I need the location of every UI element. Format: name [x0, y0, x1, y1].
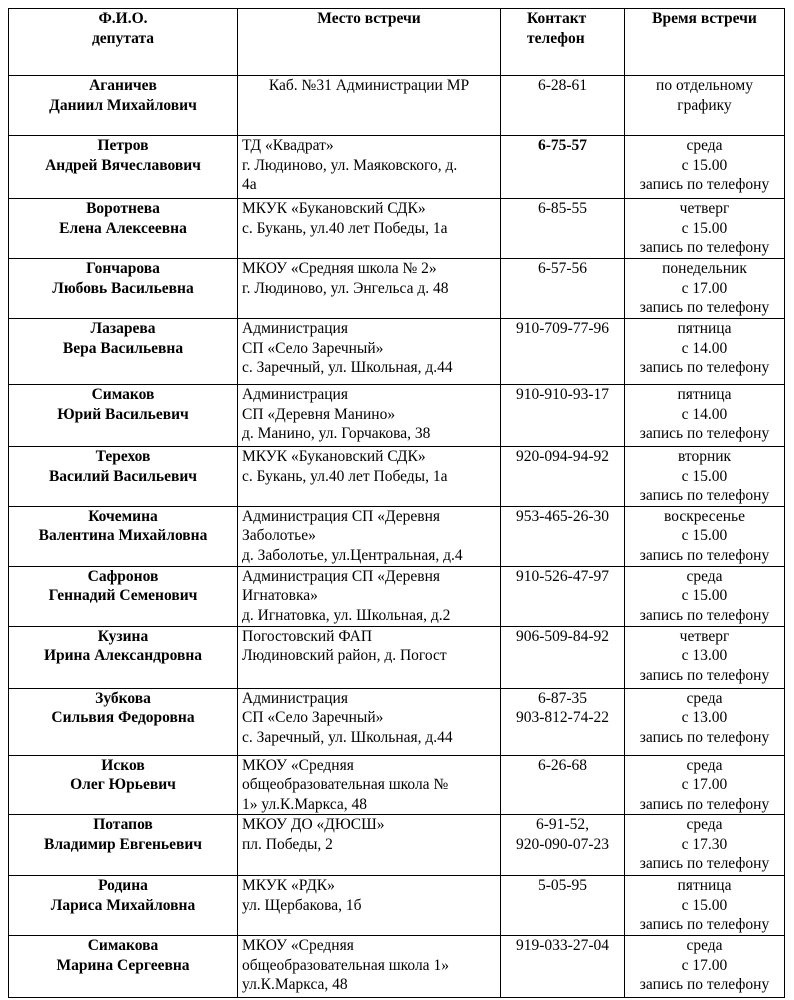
meeting-time-cell [625, 876, 785, 936]
table-row [9, 688, 785, 755]
deputy-name-cell [9, 385, 238, 447]
table-row [9, 566, 785, 626]
header-time [625, 9, 785, 76]
meeting-time-line: с 17.00 [681, 279, 728, 297]
contact-phone-cell [501, 136, 625, 199]
meeting-time-line: запись по телефону [639, 425, 770, 442]
table-row [9, 319, 785, 385]
meeting-time-cell [625, 447, 785, 507]
meeting-time-cell [625, 815, 785, 876]
meeting-time-line: среда [686, 937, 723, 954]
deputy-name-line: Геннадий Семенович [48, 587, 198, 604]
table-header-row [9, 9, 785, 76]
meeting-place-line: Людиновский район, д. Погост [242, 647, 447, 664]
meeting-place-cell [238, 447, 501, 507]
meeting-time-line: запись по телефону [639, 299, 770, 316]
meeting-time-line: с 15.00 [681, 156, 728, 174]
contact-phone-line: 920-090-07-23 [516, 835, 609, 853]
deputy-name-line: Терехов [95, 448, 151, 465]
contact-phone-line: 6-26-68 [537, 756, 588, 774]
contact-phone-line: 920-094-94-92 [516, 448, 609, 465]
deputy-name-line: Даниил Михайлович [49, 96, 197, 114]
contact-phone-line: 6-75-57 [537, 137, 588, 154]
contact-phone-line: 919-033-27-04 [516, 937, 609, 954]
meeting-time-cell [625, 688, 785, 755]
table-row [9, 936, 785, 998]
contact-phone-cell [501, 447, 625, 507]
meeting-place-line: г. Людиново, ул. Энгельса д. 48 [242, 279, 449, 297]
deputy-name-line: Аганичев [89, 77, 157, 94]
contact-phone-line: 6-87-35 [537, 689, 588, 707]
meeting-time-line: по отдельному [656, 77, 753, 94]
meeting-time-line: с 15.00 [681, 587, 728, 604]
header-phone-line: телефон [527, 29, 585, 47]
meeting-time-line: запись по телефону [639, 546, 770, 564]
deputy-name-line: Кузина [97, 627, 149, 645]
meeting-place-cell [238, 688, 501, 755]
contact-phone-cell [501, 688, 625, 755]
meeting-time-cell [625, 136, 785, 199]
contact-phone-line: 5-05-95 [537, 877, 588, 894]
table-row [9, 755, 785, 815]
deputy-name-line: Ирина Александровна [43, 647, 203, 664]
meeting-time-line: четверг [679, 200, 730, 217]
meeting-time-line: с 13.00 [681, 709, 728, 726]
deputy-name-line: Марина Сергеевна [56, 956, 190, 974]
deputy-name-line: Потапов [93, 816, 153, 833]
deputy-name-line: Гончарова [86, 260, 160, 277]
meeting-place-line: г. Людиново, ул. Маяковского, д. [242, 156, 458, 174]
contact-phone-cell [501, 506, 625, 566]
meeting-time-line: с 14.00 [681, 405, 728, 423]
meeting-place-line: ул.К.Маркса, 48 [242, 976, 348, 993]
meeting-place-cell [238, 136, 501, 199]
meeting-time-line: запись по телефону [639, 795, 770, 813]
deputy-name-cell [9, 136, 238, 199]
deputy-name-line: Владимир Евгеньевич [43, 835, 202, 853]
table-row [9, 506, 785, 566]
meeting-time-cell [625, 626, 785, 688]
meeting-place-cell [238, 815, 501, 876]
table-row [9, 199, 785, 259]
meeting-place-line: д. Игнатовка, ул. Школьная, д.2 [242, 606, 451, 624]
deputy-name-cell [9, 876, 238, 936]
meeting-place-line: д. Манино, ул. Горчакова, 38 [242, 425, 431, 442]
meeting-place-line: МКОУ «Средняя школа № 2» [242, 260, 437, 277]
meeting-place-line: СП «Село Заречный» [242, 709, 384, 726]
meeting-time-line: с 17.30 [681, 835, 728, 853]
contact-phone-cell [501, 755, 625, 815]
table-row [9, 259, 785, 319]
deputy-name-cell [9, 199, 238, 259]
meeting-place-line: СП «Деревня Манино» [242, 405, 396, 423]
meeting-place-line: Администрация [242, 689, 348, 707]
contact-phone-line: 6-28-61 [537, 77, 588, 94]
deputy-name-line: Юрий Васильевич [57, 405, 189, 423]
meeting-time-cell [625, 506, 785, 566]
meeting-time-line: с 15.00 [681, 467, 728, 485]
meeting-time-line: среда [686, 756, 723, 774]
table-row [9, 76, 785, 136]
deputy-name-line: Андрей Вячеславович [45, 156, 201, 174]
meeting-place-cell [238, 755, 501, 815]
meeting-time-line: четверг [679, 627, 730, 645]
meeting-place-cell [238, 876, 501, 936]
deputy-name-line: Лазарева [90, 320, 156, 337]
meeting-place-cell [238, 626, 501, 688]
deputies-schedule-table [8, 8, 785, 998]
meeting-place-line: МКОУ «Средняя [242, 756, 354, 774]
deputy-name-cell [9, 936, 238, 998]
meeting-place-line: Каб. №31 Администрации МР [268, 77, 470, 94]
contact-phone-cell [501, 259, 625, 319]
deputy-name-line: Вера Васильевна [62, 339, 184, 357]
meeting-time-line: пятница [677, 386, 732, 403]
deputy-name-line: Воротнева [86, 200, 160, 217]
header-phone [501, 9, 625, 76]
deputy-name-line: Кочемина [88, 507, 158, 525]
meeting-place-line: общеобразовательная школа 1» [242, 956, 449, 974]
header-name-line: депутата [91, 29, 155, 47]
meeting-place-line: Игнатовка» [242, 587, 318, 604]
contact-phone-line: 906-509-84-92 [516, 627, 609, 645]
meeting-time-line: запись по телефону [639, 176, 770, 193]
table-row [9, 626, 785, 688]
meeting-time-line: с 17.00 [681, 776, 728, 793]
meeting-time-line: пятница [677, 877, 732, 894]
deputy-name-line: Валентина Михайловна [38, 527, 208, 544]
meeting-time-cell [625, 319, 785, 385]
table-row [9, 385, 785, 447]
meeting-place-line: МКОУ «Средняя [242, 937, 354, 954]
meeting-time-line: воскресенье [664, 507, 745, 525]
meeting-place-line: 4а [242, 176, 257, 193]
meeting-place-line: Администрация СП «Деревня [242, 507, 441, 525]
header-time-line: Время встречи [652, 10, 757, 27]
contact-phone-cell [501, 319, 625, 385]
meeting-place-cell [238, 566, 501, 626]
meeting-time-cell [625, 936, 785, 998]
table-body [9, 76, 785, 998]
meeting-time-cell [625, 76, 785, 136]
meeting-time-line: среда [686, 689, 723, 707]
meeting-place-cell [238, 506, 501, 566]
deputy-name-line: Сильвия Федоровна [51, 709, 195, 726]
meeting-place-line: Погостовский ФАП [242, 627, 373, 645]
table-row [9, 815, 785, 876]
meeting-place-cell [238, 259, 501, 319]
header-place-line: Место встречи [317, 10, 421, 27]
table-row [9, 876, 785, 936]
deputy-name-cell [9, 688, 238, 755]
deputy-name-line: Сафронов [87, 567, 159, 585]
contact-phone-cell [501, 626, 625, 688]
contact-phone-line: 953-465-26-30 [516, 507, 609, 525]
meeting-place-line: Заболотье» [242, 527, 316, 544]
meeting-time-line: пятница [677, 320, 732, 337]
meeting-time-line: запись по телефону [639, 239, 770, 256]
deputy-name-cell [9, 319, 238, 385]
meeting-place-line: МКУК «Букановский СДК» [242, 200, 426, 217]
meeting-time-cell [625, 385, 785, 447]
deputy-name-line: Лариса Михайловна [50, 896, 196, 914]
deputy-name-line: Олег Юрьевич [70, 776, 176, 793]
meeting-time-cell [625, 755, 785, 815]
contact-phone-cell [501, 385, 625, 447]
meeting-time-line: среда [686, 137, 723, 154]
meeting-time-line: с 15.00 [681, 527, 728, 544]
meeting-place-line: ул. Щербакова, 1б [242, 896, 362, 914]
meeting-place-line: Администрация [242, 386, 348, 403]
meeting-time-line: запись по телефону [639, 976, 770, 993]
deputy-name-cell [9, 259, 238, 319]
meeting-time-cell [625, 566, 785, 626]
meeting-time-line: запись по телефону [639, 728, 770, 746]
meeting-place-line: МКУК «Букановский СДК» [242, 448, 426, 465]
deputy-name-cell [9, 447, 238, 507]
meeting-place-line: МКОУ ДО «ДЮСШ» [242, 816, 385, 833]
meeting-time-line: среда [686, 567, 723, 585]
meeting-time-line: запись по телефону [639, 666, 770, 684]
meeting-time-line: вторник [677, 448, 732, 465]
deputy-name-line: Исков [101, 756, 145, 774]
meeting-time-line: запись по телефону [639, 606, 770, 624]
header-phone-line: Контакт [527, 10, 587, 27]
meeting-time-line: с 14.00 [681, 339, 728, 357]
contact-phone-line: 6-85-55 [537, 200, 588, 217]
meeting-place-cell [238, 76, 501, 136]
meeting-time-line: среда [686, 816, 723, 833]
meeting-place-line: СП «Село Заречный» [242, 339, 384, 357]
contact-phone-line: 910-910-93-17 [516, 386, 609, 403]
meeting-time-cell [625, 199, 785, 259]
meeting-time-line: запись по телефону [639, 359, 770, 376]
meeting-place-line: Администрация СП «Деревня [242, 567, 441, 585]
contact-phone-line: 6-57-56 [537, 260, 588, 277]
meeting-place-line: Администрация [242, 320, 348, 337]
meeting-place-line: 1» ул.К.Маркса, 48 [242, 795, 368, 813]
table-row [9, 447, 785, 507]
contact-phone-line: 910-526-47-97 [516, 567, 609, 585]
contact-phone-cell [501, 566, 625, 626]
meeting-place-line: пл. Победы, 2 [242, 835, 333, 853]
meeting-place-cell [238, 199, 501, 259]
meeting-time-line: запись по телефону [639, 855, 770, 872]
contact-phone-cell [501, 199, 625, 259]
meeting-time-line: с 17.00 [681, 956, 728, 974]
meeting-time-line: запись по телефону [639, 916, 770, 933]
meeting-time-line: с 15.00 [681, 219, 728, 237]
meeting-place-line: МКУК «РДК» [242, 877, 335, 894]
contact-phone-line: 910-709-77-96 [516, 320, 609, 337]
contact-phone-cell [501, 76, 625, 136]
deputy-name-cell [9, 76, 238, 136]
header-name [9, 9, 238, 76]
header-name-line: Ф.И.О. [98, 10, 148, 27]
deputy-name-line: Симаков [91, 386, 155, 403]
deputy-name-line: Любовь Васильевна [52, 279, 194, 297]
contact-phone-cell [501, 815, 625, 876]
meeting-place-line: с. Заречный, ул. Школьная, д.44 [242, 728, 453, 746]
deputy-name-cell [9, 506, 238, 566]
meeting-place-line: общеобразовательная школа № [242, 776, 449, 793]
meeting-time-line: понедельник [662, 260, 747, 277]
contact-phone-cell [501, 876, 625, 936]
deputy-name-line: Петров [97, 137, 149, 154]
meeting-time-line: графику [677, 96, 732, 114]
contact-phone-line: 903-812-74-22 [516, 709, 609, 726]
contact-phone-cell [501, 936, 625, 998]
meeting-time-cell [625, 259, 785, 319]
meeting-place-cell [238, 385, 501, 447]
meeting-time-line: с 13.00 [681, 647, 728, 664]
meeting-place-cell [238, 936, 501, 998]
deputy-name-cell [9, 815, 238, 876]
meeting-place-line: с. Заречный, ул. Школьная, д.44 [242, 359, 453, 376]
contact-phone-line: 6-91-52, [536, 816, 589, 833]
meeting-place-line: д. Заболотье, ул.Центральная, д.4 [242, 546, 463, 564]
deputy-name-cell [9, 626, 238, 688]
header-place [238, 9, 501, 76]
deputy-name-line: Зубкова [95, 689, 151, 707]
meeting-time-line: запись по телефону [639, 487, 770, 504]
deputy-name-line: Симакова [87, 937, 159, 954]
deputy-name-line: Елена Алексеевна [59, 219, 187, 237]
meeting-time-line: с 15.00 [681, 896, 728, 914]
meeting-place-cell [238, 319, 501, 385]
deputy-name-cell [9, 755, 238, 815]
deputy-name-cell [9, 566, 238, 626]
meeting-place-line: с. Букань, ул.40 лет Победы, 1а [242, 219, 448, 237]
deputy-name-line: Василий Васильевич [48, 467, 198, 485]
deputy-name-line: Родина [98, 877, 148, 894]
table-row [9, 136, 785, 199]
meeting-place-line: с. Букань, ул.40 лет Победы, 1а [242, 467, 448, 485]
meeting-place-line: ТД «Квадрат» [242, 137, 334, 154]
